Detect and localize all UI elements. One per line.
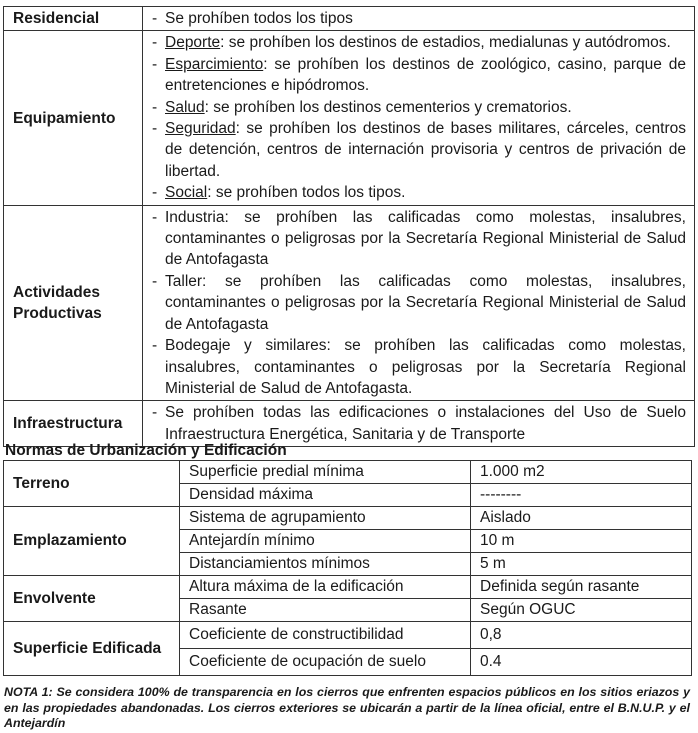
note-1: NOTA 1: Se considera 100% de transparencia en los cierros que enfrenten espacios públicos en los sitios eriazos y en las propiedades abandonadas. Los cierros exteriores se ubicarán a partir de la línea oficial, entre el B.N.U.P. y el Antejardín	[4, 685, 690, 730]
bullet-dash: -	[152, 55, 158, 73]
bullet-dash: -	[152, 10, 158, 27]
norms-value: Definida según rasante	[471, 576, 692, 599]
uses-item-body: : se prohíben los destinos de bases militares, cárceles, centros de detención, centros de internación provisoria y centros de privación de libertad.	[165, 120, 686, 180]
uses-description-cell	[143, 7, 695, 31]
bullet-dash: -	[152, 34, 158, 52]
norms-value: 0,8	[471, 622, 692, 649]
bullet-dash: -	[152, 404, 158, 422]
uses-item-text	[165, 207, 686, 271]
bullet-dash: -	[152, 272, 158, 290]
uses-list-item	[152, 402, 686, 445]
uses-row	[4, 401, 695, 447]
norms-parameter: Coeficiente de ocupación de suelo	[180, 649, 471, 676]
uses-category-label: Actividades	[13, 283, 101, 301]
uses-category-cell	[4, 7, 143, 31]
bullet-dash: -	[152, 337, 158, 355]
uses-item-lead: Salud	[165, 98, 205, 116]
uses-list-item	[152, 335, 686, 399]
bullet-dash: -	[152, 208, 158, 226]
uses-item-lead: Esparcimiento	[165, 55, 264, 73]
uses-item-body: : se prohíben los destinos de zoológico, casino, parque de entretenciones e hipódromos.	[165, 55, 686, 95]
norms-value: 1.000 m2	[471, 461, 692, 484]
prohibited-uses-table	[3, 6, 695, 447]
uses-item-body: : se prohíben los destinos de estadios, medialunas y autódromos.	[220, 34, 671, 52]
norms-row	[4, 576, 692, 599]
uses-category-label: Infraestructura	[13, 415, 123, 433]
uses-category-label: Equipamiento	[13, 109, 116, 127]
uses-item-lead: Deporte	[165, 34, 221, 52]
uses-item-text	[165, 335, 686, 399]
uses-item-lead: Seguridad	[165, 120, 236, 138]
norms-parameter: Altura máxima de la edificación	[180, 576, 471, 599]
norms-row	[4, 507, 692, 530]
norms-group-label: Emplazamiento	[4, 507, 180, 576]
norms-parameter: Rasante	[180, 599, 471, 622]
uses-item-body: Se prohíben todos los tipos	[165, 10, 353, 27]
uses-item-lead: Social	[165, 184, 208, 202]
norms-parameter: Densidad máxima	[180, 484, 471, 507]
uses-list-item	[152, 207, 686, 271]
urbanization-norms-table	[3, 460, 692, 676]
bullet-dash: -	[152, 184, 158, 202]
uses-description-cell	[143, 205, 695, 401]
uses-list-item	[152, 97, 686, 118]
bullet-dash: -	[152, 120, 158, 138]
uses-item-body: : se prohíben todos los tipos.	[207, 184, 406, 202]
uses-item-text	[165, 32, 686, 53]
normas-section-title: Normas de Urbanización y Edificación	[5, 442, 287, 459]
uses-category-cell	[4, 401, 143, 447]
uses-list-item	[152, 32, 686, 53]
uses-item-body: Bodegaje y similares: se prohíben las calificadas como molestas, insalubres, contaminantes o peligrosas por la Secretaría Regional Ministerial de Salud de Antofagasta.	[165, 337, 686, 397]
norms-group-label: Terreno	[4, 461, 180, 507]
norms-value: --------	[471, 484, 692, 507]
uses-item-text	[165, 182, 686, 203]
uses-list-item	[152, 182, 686, 203]
norms-value: 0.4	[471, 649, 692, 676]
norms-value: Según OGUC	[471, 599, 692, 622]
uses-category-cell	[4, 31, 143, 205]
norms-parameter: Distanciamientos mínimos	[180, 553, 471, 576]
norms-group-label: Envolvente	[4, 576, 180, 622]
uses-item-text	[165, 97, 686, 118]
uses-row	[4, 7, 695, 31]
norms-group-label: Superficie Edificada	[4, 622, 180, 676]
norms-parameter: Antejardín mínimo	[180, 530, 471, 553]
uses-row	[4, 205, 695, 401]
uses-description-cell	[143, 31, 695, 205]
uses-item-body: Se prohíben todas las edificaciones o instalaciones del Uso de Suelo Infraestructura Energética, Sanitaria y de Transporte	[165, 404, 686, 443]
uses-item-text	[165, 8, 686, 29]
norms-parameter: Sistema de agrupamiento	[180, 507, 471, 530]
uses-category-cell	[4, 205, 143, 401]
uses-item-text	[165, 118, 686, 182]
uses-item-text	[165, 54, 686, 97]
bullet-dash: -	[152, 98, 158, 116]
uses-item-body: : se prohíben los destinos cementerios y crematorios.	[204, 98, 572, 116]
uses-row	[4, 31, 695, 205]
norms-value: Aislado	[471, 507, 692, 530]
uses-item-text	[165, 271, 686, 335]
uses-item-text	[165, 402, 686, 445]
uses-list-item	[152, 118, 686, 182]
uses-list-item	[152, 54, 686, 97]
norms-value: 5 m	[471, 553, 692, 576]
norms-row	[4, 461, 692, 484]
uses-list-item	[152, 8, 686, 29]
norms-row	[4, 622, 692, 649]
uses-item-body: Industria: se prohíben las calificadas como molestas, insalubres, contaminantes o peligrosas por la Secretaría Regional Ministerial de Salud de Antofagasta	[165, 208, 686, 269]
uses-list-item	[152, 271, 686, 335]
uses-description-cell	[143, 401, 695, 447]
uses-category-label: Productivas	[13, 304, 102, 322]
norms-value: 10 m	[471, 530, 692, 553]
norms-parameter: Coeficiente de constructibilidad	[180, 622, 471, 649]
uses-item-body: Taller: se prohíben las calificadas como molestas, insalubres, contaminantes o peligrosas por la Secretaría Regional Ministerial de Salud de Antofagasta	[165, 272, 686, 333]
norms-parameter: Superficie predial mínima	[180, 461, 471, 484]
uses-category-label: Residencial	[13, 10, 100, 28]
